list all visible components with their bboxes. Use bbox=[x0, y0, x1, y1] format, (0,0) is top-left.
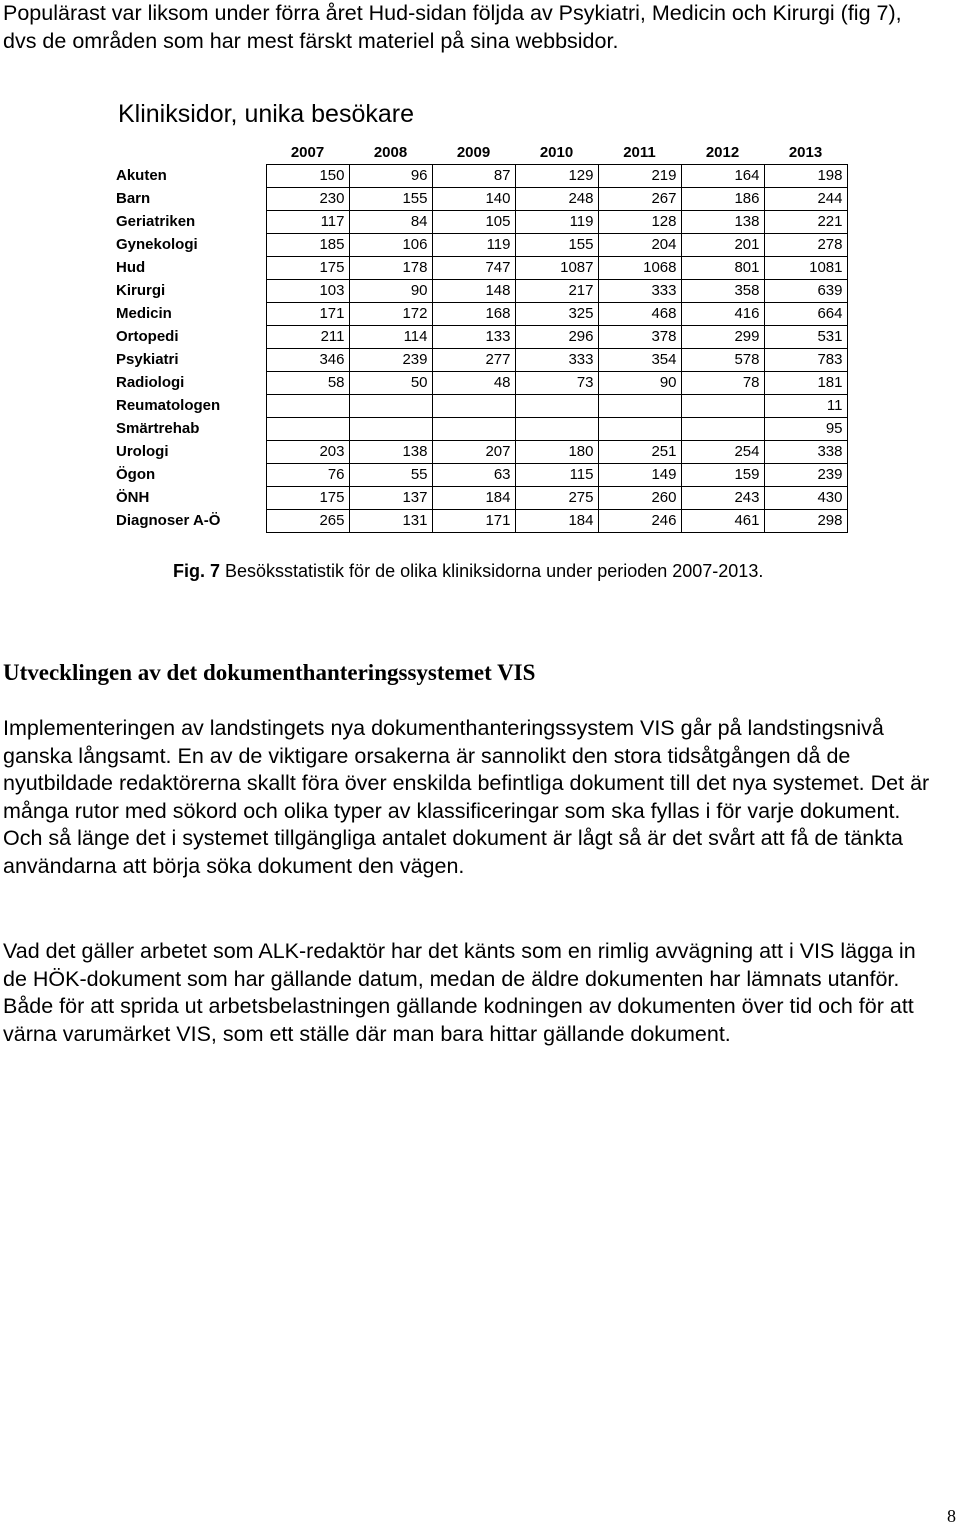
year-header: 2011 bbox=[623, 144, 656, 161]
header-corner bbox=[114, 142, 266, 165]
visitor-count-cell: 244 bbox=[764, 188, 847, 211]
figure-caption-text: Besöksstatistik för de olika kliniksidorna under perioden 2007-2013. bbox=[220, 561, 764, 581]
visitor-count-cell: 219 bbox=[598, 165, 681, 188]
visitor-count-cell: 133 bbox=[432, 326, 515, 349]
visitor-count-cell bbox=[432, 418, 515, 441]
visitor-count-cell: 416 bbox=[681, 303, 764, 326]
visitor-count-cell: 138 bbox=[681, 211, 764, 234]
visitor-count-cell: 11 bbox=[764, 395, 847, 418]
visitor-count-cell bbox=[598, 395, 681, 418]
clinic-name: ÖNH bbox=[116, 489, 150, 506]
visitor-count-cell: 186 bbox=[681, 188, 764, 211]
visitor-count-cell: 137 bbox=[349, 487, 432, 510]
page-number: 8 bbox=[947, 1506, 956, 1526]
visitor-count-cell: 239 bbox=[349, 349, 432, 372]
visitor-count-cell: 747 bbox=[432, 257, 515, 280]
visitor-count-cell: 149 bbox=[598, 464, 681, 487]
table-row bbox=[114, 257, 847, 280]
table-row bbox=[114, 165, 847, 188]
table-body bbox=[114, 165, 847, 533]
visitor-count-cell: 251 bbox=[598, 441, 681, 464]
visitor-count-cell: 531 bbox=[764, 326, 847, 349]
table-row bbox=[114, 395, 847, 418]
visitor-count-cell: 84 bbox=[349, 211, 432, 234]
visitor-count-cell bbox=[515, 418, 598, 441]
visitor-count-cell: 58 bbox=[266, 372, 349, 395]
visitor-count-cell: 95 bbox=[764, 418, 847, 441]
visitor-count-cell: 246 bbox=[598, 510, 681, 533]
table-row bbox=[114, 326, 847, 349]
figure-caption bbox=[173, 561, 763, 582]
visitor-count-cell: 175 bbox=[266, 487, 349, 510]
visitor-count-cell: 211 bbox=[266, 326, 349, 349]
visitor-count-cell: 73 bbox=[515, 372, 598, 395]
table-row bbox=[114, 510, 847, 533]
visitor-count-cell bbox=[266, 418, 349, 441]
visitor-count-cell: 1087 bbox=[515, 257, 598, 280]
table-row bbox=[114, 303, 847, 326]
visitor-count-cell: 78 bbox=[681, 372, 764, 395]
visitor-count-cell: 50 bbox=[349, 372, 432, 395]
year-header: 2007 bbox=[290, 144, 325, 161]
table-row bbox=[114, 234, 847, 257]
visitor-count-cell: 299 bbox=[681, 326, 764, 349]
clinic-name: Smärtrehab bbox=[116, 420, 200, 437]
visitor-count-cell: 184 bbox=[515, 510, 598, 533]
visitor-count-cell: 181 bbox=[764, 372, 847, 395]
visitor-count-cell: 87 bbox=[432, 165, 515, 188]
visitor-count-cell: 185 bbox=[266, 234, 349, 257]
visitor-count-cell: 138 bbox=[349, 441, 432, 464]
visitor-count-cell: 325 bbox=[515, 303, 598, 326]
intro-paragraph: Populärast var liksom under förra året Hud-sidan följda av Psykiatri, Medicin och Kirurgi (fig 7), dvs de områden som har mest färskt materiel på sina webbsidor. bbox=[3, 1, 902, 53]
visitor-count-cell: 298 bbox=[764, 510, 847, 533]
clinic-name: Geriatriken bbox=[116, 213, 196, 230]
table-row bbox=[114, 441, 847, 464]
visitor-count-cell: 155 bbox=[349, 188, 432, 211]
visitor-count-cell: 265 bbox=[266, 510, 349, 533]
visitor-count-cell: 378 bbox=[598, 326, 681, 349]
visitor-count-cell: 639 bbox=[764, 280, 847, 303]
visitor-count-cell: 171 bbox=[266, 303, 349, 326]
visitor-count-cell: 164 bbox=[681, 165, 764, 188]
clinic-name: Ortopedi bbox=[116, 328, 179, 345]
visitor-count-cell: 277 bbox=[432, 349, 515, 372]
visitor-count-cell: 430 bbox=[764, 487, 847, 510]
clinic-name: Gynekologi bbox=[116, 236, 198, 253]
table-row bbox=[114, 280, 847, 303]
clinic-name: Medicin bbox=[116, 305, 172, 322]
visitor-count-cell: 155 bbox=[515, 234, 598, 257]
visitor-count-cell: 178 bbox=[349, 257, 432, 280]
table-row bbox=[114, 349, 847, 372]
visitor-count-cell: 55 bbox=[349, 464, 432, 487]
visitor-count-cell: 358 bbox=[681, 280, 764, 303]
visitor-count-cell bbox=[349, 418, 432, 441]
visitor-count-cell: 239 bbox=[764, 464, 847, 487]
visitor-count-cell: 96 bbox=[349, 165, 432, 188]
visitor-stats-table bbox=[114, 142, 848, 533]
visitor-count-cell: 217 bbox=[515, 280, 598, 303]
visitor-count-cell: 175 bbox=[266, 257, 349, 280]
visitor-count-cell: 106 bbox=[349, 234, 432, 257]
visitor-count-cell: 115 bbox=[515, 464, 598, 487]
visitor-count-cell: 243 bbox=[681, 487, 764, 510]
visitor-count-cell: 168 bbox=[432, 303, 515, 326]
clinic-name: Psykiatri bbox=[116, 351, 179, 368]
visitor-count-cell: 204 bbox=[598, 234, 681, 257]
visitor-count-cell bbox=[515, 395, 598, 418]
visitor-count-cell: 1081 bbox=[764, 257, 847, 280]
visitor-count-cell: 63 bbox=[432, 464, 515, 487]
visitor-count-cell: 128 bbox=[598, 211, 681, 234]
visitor-count-cell bbox=[681, 418, 764, 441]
year-header: 2013 bbox=[788, 144, 823, 161]
visitor-count-cell: 468 bbox=[598, 303, 681, 326]
visitor-count-cell: 354 bbox=[598, 349, 681, 372]
clinic-name: Reumatologen bbox=[116, 397, 221, 414]
visitor-count-cell: 203 bbox=[266, 441, 349, 464]
visitor-count-cell: 171 bbox=[432, 510, 515, 533]
visitor-count-cell bbox=[681, 395, 764, 418]
clinic-name: Barn bbox=[116, 190, 151, 207]
visitor-count-cell: 184 bbox=[432, 487, 515, 510]
visitor-count-cell: 275 bbox=[515, 487, 598, 510]
visitor-count-cell bbox=[432, 395, 515, 418]
visitor-count-cell: 461 bbox=[681, 510, 764, 533]
visitor-count-cell: 260 bbox=[598, 487, 681, 510]
visitor-count-cell bbox=[349, 395, 432, 418]
table-row bbox=[114, 464, 847, 487]
clinic-name: Hud bbox=[116, 259, 146, 276]
figure-label: Fig. 7 bbox=[173, 561, 221, 581]
visitor-count-cell: 150 bbox=[266, 165, 349, 188]
visitor-count-cell: 140 bbox=[432, 188, 515, 211]
visitor-count-cell bbox=[598, 418, 681, 441]
visitor-count-cell: 129 bbox=[515, 165, 598, 188]
year-header: 2009 bbox=[456, 144, 491, 161]
visitor-count-cell: 180 bbox=[515, 441, 598, 464]
visitor-count-cell: 664 bbox=[764, 303, 847, 326]
visitor-count-cell: 119 bbox=[515, 211, 598, 234]
visitor-count-cell: 76 bbox=[266, 464, 349, 487]
visitor-count-cell: 48 bbox=[432, 372, 515, 395]
visitor-count-cell: 105 bbox=[432, 211, 515, 234]
visitor-count-cell: 131 bbox=[349, 510, 432, 533]
body-paragraph-2: Vad det gäller arbetet som ALK-redaktör har det känts som en rimlig avvägning att i VIS lägga in de HÖK-dokument som har gällande datum, medan de äldre dokumenten har lämnats utanför. Både för att sprida ut arbetsbelastningen gällande kodningen av dokumenten över tid och för att värna varumärket VIS, som ett ställe där man bara hittar gällande dokument. bbox=[3, 939, 916, 1046]
visitor-count-cell: 230 bbox=[266, 188, 349, 211]
year-header: 2010 bbox=[539, 144, 574, 161]
visitor-count-cell: 278 bbox=[764, 234, 847, 257]
visitor-count-cell: 296 bbox=[515, 326, 598, 349]
visitor-count-cell: 221 bbox=[764, 211, 847, 234]
visitor-count-cell: 346 bbox=[266, 349, 349, 372]
table-title: Kliniksidor, unika besökare bbox=[118, 100, 414, 128]
clinic-name: Diagnoser A-Ö bbox=[116, 512, 221, 529]
visitor-count-cell: 90 bbox=[349, 280, 432, 303]
visitor-count-cell: 338 bbox=[764, 441, 847, 464]
visitor-count-cell: 333 bbox=[598, 280, 681, 303]
clinic-name: Urologi bbox=[116, 443, 169, 460]
visitor-count-cell: 783 bbox=[764, 349, 847, 372]
visitor-count-cell: 117 bbox=[266, 211, 349, 234]
visitor-count-cell: 267 bbox=[598, 188, 681, 211]
visitor-count-cell: 172 bbox=[349, 303, 432, 326]
visitor-count-cell: 198 bbox=[764, 165, 847, 188]
visitor-count-cell: 148 bbox=[432, 280, 515, 303]
clinic-name: Ögon bbox=[116, 466, 156, 483]
table-row bbox=[114, 418, 847, 441]
visitor-count-cell bbox=[266, 395, 349, 418]
year-header: 2012 bbox=[705, 144, 740, 161]
visitor-count-cell: 1068 bbox=[598, 257, 681, 280]
visitor-count-cell: 333 bbox=[515, 349, 598, 372]
visitor-count-cell: 103 bbox=[266, 280, 349, 303]
clinic-name: Radiologi bbox=[116, 374, 185, 391]
visitor-count-cell: 114 bbox=[349, 326, 432, 349]
body-paragraph-1: Implementeringen av landstingets nya dokumenthanteringssystem VIS går på landstingsnivå ganska långsamt. En av de viktigare orsakerna är sannolikt den stora tidsåtgången då de nyutbildade redaktörerna skallt föra över enskilda befintliga dokument till det nya systemet. Det är många rutor med sökord och olika typer av klassificeringar som ska fyllas i för varje dokument. Och så länge det i systemet tillgängliga antalet dokument är lågt så är det svårt att få de tänkta användarna att börja söka dokument den vägen. bbox=[3, 716, 930, 878]
visitor-count-cell: 90 bbox=[598, 372, 681, 395]
visitor-count-cell: 254 bbox=[681, 441, 764, 464]
visitor-count-cell: 578 bbox=[681, 349, 764, 372]
table-row bbox=[114, 487, 847, 510]
section-heading: Utvecklingen av det dokumenthanteringssystemet VIS bbox=[3, 660, 536, 685]
table-row bbox=[114, 372, 847, 395]
visitor-count-cell: 119 bbox=[432, 234, 515, 257]
table-header-row bbox=[114, 142, 847, 165]
visitor-count-cell: 159 bbox=[681, 464, 764, 487]
visitor-count-cell: 248 bbox=[515, 188, 598, 211]
clinic-name: Akuten bbox=[116, 167, 167, 184]
visitor-count-cell: 801 bbox=[681, 257, 764, 280]
visitor-count-cell: 207 bbox=[432, 441, 515, 464]
clinic-name: Kirurgi bbox=[116, 282, 166, 299]
table-row bbox=[114, 211, 847, 234]
year-header: 2008 bbox=[373, 144, 408, 161]
table-row bbox=[114, 188, 847, 211]
visitor-count-cell: 201 bbox=[681, 234, 764, 257]
